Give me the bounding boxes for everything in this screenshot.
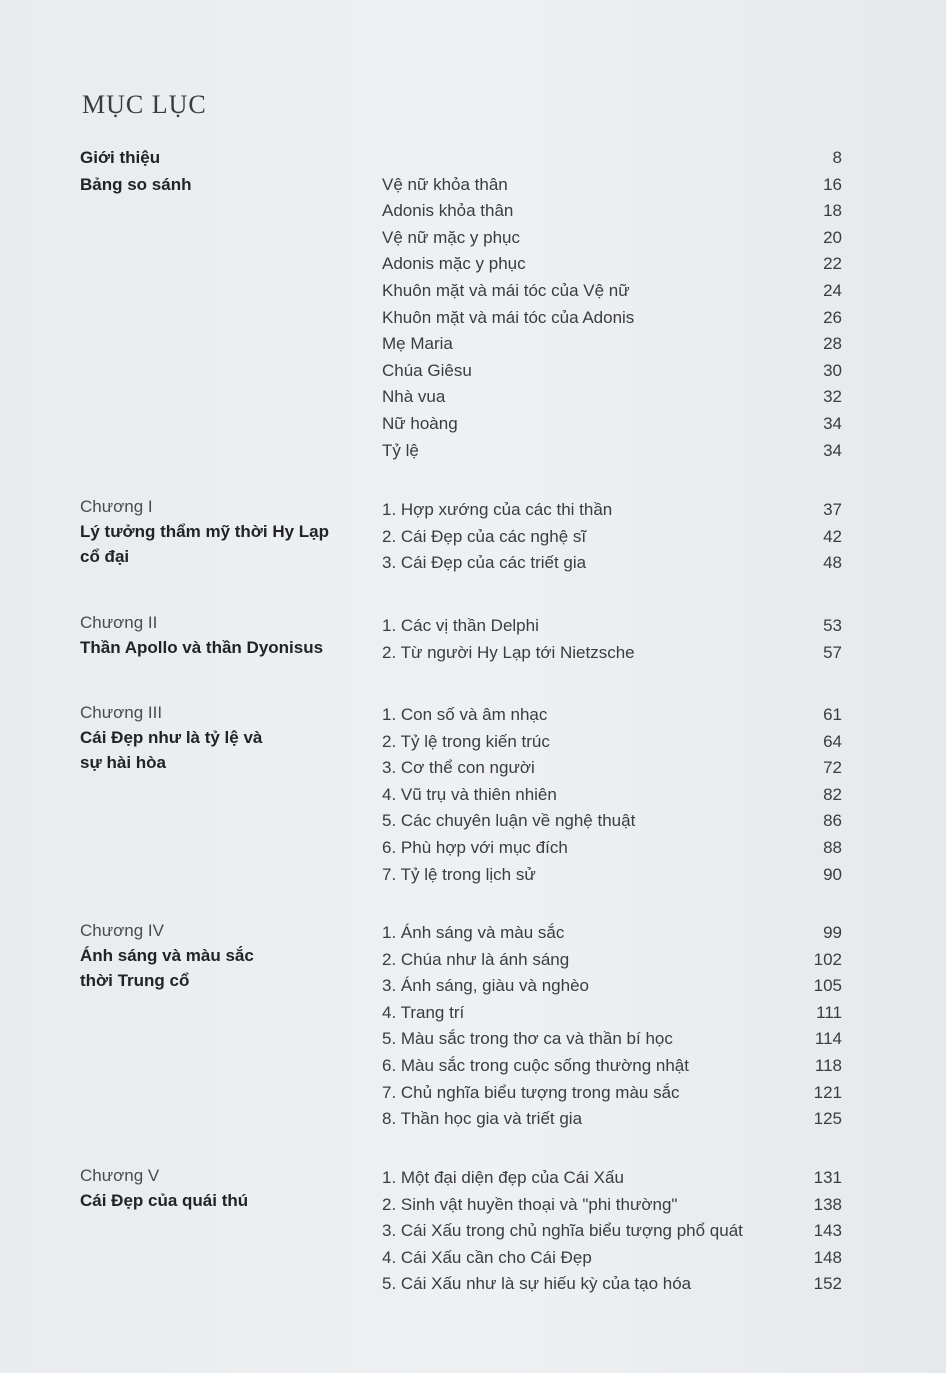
entry-page: 20 (823, 227, 842, 247)
chapter-title: Lý tưởng thẩm mỹ thời Hy Lạp (80, 522, 329, 541)
toc-entry[interactable] (380, 384, 842, 411)
entry-title: 1. Con số và âm nhạc (382, 705, 548, 724)
chapter-heading (80, 495, 370, 569)
entry-title: 1. Ánh sáng và màu sắc (382, 923, 565, 942)
toc-entry[interactable] (380, 1106, 842, 1133)
entry-title: Mẹ Maria (382, 334, 453, 354)
chapter-entry-list (380, 702, 842, 888)
chapter-entry-list (380, 1165, 842, 1298)
toc-entry[interactable] (380, 613, 842, 640)
toc-title: MỤC LỤC (82, 90, 207, 119)
entry-title: Adonis khỏa thân (382, 201, 514, 221)
chapter-entry-list (380, 920, 842, 1133)
toc-entry[interactable] (380, 947, 842, 974)
chapter-title: Cái Đẹp của quái thú (80, 1191, 249, 1210)
toc-entry[interactable] (380, 438, 842, 465)
entry-page: 82 (823, 784, 842, 804)
entry-page: 114 (814, 1029, 842, 1049)
toc-entry[interactable] (380, 920, 842, 947)
entry-title: 7. Chủ nghĩa biểu tượng trong màu sắc (382, 1082, 680, 1102)
intro-heading-1: Giới thiệu (80, 148, 161, 167)
toc-entry[interactable] (380, 1165, 842, 1192)
intro-entry-list (380, 145, 842, 464)
chapter-title: sự hài hòa (80, 753, 166, 772)
entry-page: 118 (814, 1055, 842, 1075)
entry-title: 6. Màu sắc trong cuộc sống thường nhật (382, 1055, 689, 1075)
toc-entry[interactable] (380, 1000, 842, 1027)
entry-title: 1. Các vị thần Delphi (382, 616, 539, 635)
entry-page: 102 (813, 949, 842, 969)
entry-page: 125 (813, 1109, 842, 1129)
toc-entry[interactable] (380, 331, 842, 358)
chapter-label: Chương II (80, 613, 158, 632)
toc-entry[interactable] (380, 1053, 842, 1080)
entry-page: 131 (813, 1168, 842, 1187)
entry-page: 86 (823, 811, 842, 831)
entry-page: 61 (823, 705, 842, 724)
chapter-heading (80, 611, 370, 660)
entry-title: 1. Hợp xướng của các thi thần (382, 500, 613, 519)
entry-page: 34 (823, 413, 842, 433)
entry-title: Nhà vua (382, 387, 446, 407)
entry-page: 57 (823, 642, 842, 662)
entry-title: 5. Màu sắc trong thơ ca và thần bí học (382, 1029, 673, 1049)
entry-title: Nữ hoàng (382, 413, 458, 433)
entry-page: 42 (823, 526, 842, 546)
toc-entry[interactable] (380, 1080, 842, 1107)
toc-entry[interactable] (380, 1192, 842, 1219)
entry-title: 3. Cái Xấu trong chủ nghĩa biểu tượng phổ quát (382, 1221, 743, 1241)
entry-title: 1. Một đại diện đẹp của Cái Xấu (382, 1168, 624, 1187)
entry-page: 22 (823, 254, 842, 274)
toc-entry[interactable] (380, 1271, 842, 1298)
chapter-title: cổ đại (80, 547, 130, 566)
toc-entry[interactable] (380, 305, 842, 332)
chapter-label: Chương V (80, 1166, 160, 1185)
chapter-entry-list (380, 613, 842, 666)
toc-entry[interactable] (380, 278, 842, 305)
toc-entry[interactable] (380, 782, 842, 809)
toc-entry[interactable] (380, 358, 842, 385)
entry-title: Vệ nữ khỏa thân (382, 174, 508, 194)
intro-heading-2: Bảng so sánh (80, 175, 192, 194)
entry-page: 53 (823, 616, 842, 635)
toc-entry[interactable] (380, 497, 842, 524)
toc-entry[interactable] (380, 640, 842, 667)
entry-title: Adonis mặc y phục (382, 254, 526, 274)
entry-page: 143 (813, 1221, 842, 1241)
chapter-title: thời Trung cổ (80, 971, 190, 990)
entry-page: 138 (813, 1194, 842, 1214)
entry-title: 2. Từ người Hy Lạp tới Nietzsche (382, 642, 635, 662)
entry-page: 72 (823, 758, 842, 778)
entry-title: 5. Các chuyên luận về nghệ thuật (382, 811, 636, 831)
entry-page: 16 (823, 174, 842, 194)
chapter-title: Cái Đẹp như là tỷ lệ và (80, 728, 263, 747)
entry-title: 4. Vũ trụ và thiên nhiên (382, 784, 557, 804)
entry-page: 26 (823, 307, 842, 327)
entry-title: 2. Chúa như là ánh sáng (382, 949, 570, 969)
toc-entry[interactable] (380, 808, 842, 835)
entry-title: 8. Thần học gia và triết gia (382, 1109, 583, 1129)
entry-page: 32 (823, 387, 842, 407)
chapter-heading (80, 1164, 370, 1213)
entry-title: 5. Cái Xấu như là sự hiếu kỳ của tạo hóa (382, 1274, 692, 1294)
toc-entry[interactable] (380, 1245, 842, 1272)
entry-page: 152 (813, 1274, 842, 1294)
toc-entry[interactable] (380, 524, 842, 551)
entry-title: Tỷ lệ (382, 440, 419, 460)
entry-title: 3. Ánh sáng, giàu và nghèo (382, 976, 589, 996)
entry-page: 28 (823, 334, 842, 354)
entry-title: 3. Cơ thể con người (382, 758, 535, 778)
entry-title: 2. Cái Đẹp của các nghệ sĩ (382, 526, 587, 546)
entry-page: 24 (823, 280, 842, 300)
entry-title: Chúa Giêsu (382, 360, 472, 380)
chapter-label: Chương IV (80, 921, 164, 940)
entry-page: 18 (823, 201, 842, 221)
chapter-entry-list (380, 497, 842, 577)
chapter-title: Thần Apollo và thần Dyonisus (80, 638, 324, 657)
entry-page: 105 (813, 976, 842, 996)
toc-entry[interactable] (380, 411, 842, 438)
toc-entry[interactable] (380, 550, 842, 577)
entry-page: 34 (823, 440, 842, 460)
toc-entry[interactable] (380, 973, 842, 1000)
entry-page: 121 (813, 1082, 842, 1102)
entry-title: 2. Tỷ lệ trong kiến trúc (382, 731, 550, 751)
entry-page: 64 (823, 731, 842, 751)
entry-title: Khuôn mặt và mái tóc của Adonis (382, 307, 635, 327)
toc-entry[interactable] (380, 729, 842, 756)
intro-left (80, 144, 370, 198)
toc-entry[interactable] (380, 1026, 842, 1053)
toc-entry[interactable] (380, 862, 842, 889)
entry-page: 148 (813, 1247, 842, 1267)
chapter-title: Ánh sáng và màu sắc (80, 946, 254, 965)
entry-page: 37 (823, 500, 842, 519)
entry-title: 6. Phù hợp với mục đích (382, 837, 568, 857)
entry-page: 8 (832, 148, 842, 167)
chapter-heading (80, 919, 370, 993)
entry-page: 90 (823, 864, 842, 884)
entry-title: 4. Cái Xấu cần cho Cái Đẹp (382, 1247, 592, 1267)
toc-entry[interactable] (380, 225, 842, 252)
toc-entry[interactable] (380, 172, 842, 199)
entry-title: 4. Trang trí (382, 1002, 465, 1022)
toc-entry[interactable] (380, 198, 842, 225)
entry-title: Khuôn mặt và mái tóc của Vệ nữ (382, 280, 630, 300)
chapter-label: Chương I (80, 497, 153, 516)
entry-title: 3. Cái Đẹp của các triết gia (382, 553, 587, 573)
toc-entry[interactable] (380, 251, 842, 278)
entry-title: Vệ nữ mặc y phục (382, 227, 521, 247)
toc-entry[interactable] (380, 1218, 842, 1245)
entry-page: 48 (823, 553, 842, 573)
chapter-label: Chương III (80, 703, 163, 722)
entry-page: 30 (823, 360, 842, 380)
toc-entry[interactable] (380, 835, 842, 862)
toc-entry[interactable] (380, 755, 842, 782)
chapter-heading (80, 701, 370, 775)
toc-entry[interactable] (380, 702, 842, 729)
entry-title: 2. Sinh vật huyền thoại và "phi thường" (382, 1194, 678, 1214)
entry-page: 88 (823, 837, 842, 857)
entry-page: 111 (816, 1002, 842, 1022)
entry-page: 99 (823, 923, 842, 942)
entry-title: 7. Tỷ lệ trong lịch sử (382, 864, 536, 884)
toc-entry[interactable] (380, 145, 842, 172)
